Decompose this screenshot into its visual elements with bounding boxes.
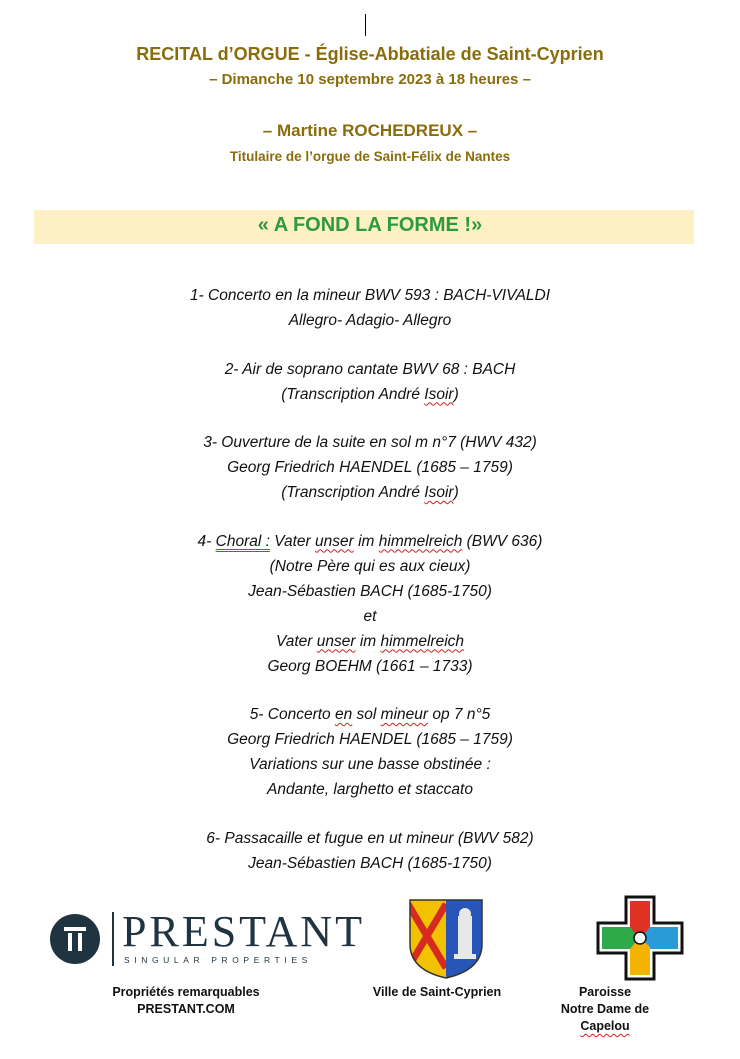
program-line: 2- Air de soprano cantate BWV 68 : BACH bbox=[224, 360, 516, 378]
prestant-logo bbox=[46, 907, 365, 968]
program-line: (Notre Père qui es aux cieux) bbox=[269, 557, 471, 575]
paroisse-caption bbox=[535, 984, 675, 1035]
text-run: Vater bbox=[269, 532, 316, 550]
program-line: 3- Ouverture de la suite en sol m n°7 (HWV 432) bbox=[203, 434, 537, 451]
recital-date: – Dimanche 10 septembre 2023 à 18 heures – bbox=[209, 71, 531, 88]
text-run: op 7 n°5 bbox=[428, 706, 491, 723]
text-cursor bbox=[365, 14, 366, 36]
caption-line: Paroisse bbox=[578, 985, 632, 999]
caption-line: PRESTANT.COM bbox=[137, 1002, 235, 1016]
performer-name: – Martine ROCHEDREUX – bbox=[262, 121, 478, 140]
text-run: sol bbox=[352, 706, 381, 723]
program-item-4 bbox=[0, 529, 740, 679]
spellcheck-word: unser bbox=[316, 632, 356, 650]
spellcheck-word: Isoir bbox=[424, 484, 454, 501]
program-theme-title: « A FOND LA FORME !» bbox=[257, 214, 483, 236]
performer-title: Titulaire de l’orgue de Saint-Félix de Nantes bbox=[229, 149, 511, 164]
program-item-3 bbox=[0, 430, 740, 505]
text-run: (Transcription André bbox=[281, 385, 425, 403]
program-line: Andante, larghetto et staccato bbox=[267, 781, 473, 798]
text-run: Vater bbox=[275, 632, 317, 650]
paroisse-cross-icon bbox=[596, 895, 684, 981]
text-run: Notre Dame de bbox=[560, 1002, 650, 1016]
text-run: ) bbox=[453, 385, 459, 403]
text-run: 4- bbox=[197, 532, 216, 550]
saint-cyprien-crest-icon bbox=[408, 898, 484, 980]
prestant-divider bbox=[112, 912, 114, 966]
program-item-5 bbox=[0, 702, 740, 802]
prestant-emblem-icon bbox=[50, 914, 100, 964]
text-run: (BWV 636) bbox=[462, 532, 543, 550]
program-item-6 bbox=[0, 826, 740, 876]
prestant-tagline: SINGULAR PROPERTIES bbox=[124, 955, 312, 965]
ville-caption: Ville de Saint-Cyprien bbox=[372, 985, 502, 999]
spellcheck-word: Isoir bbox=[424, 385, 454, 403]
program-line: Jean-Sébastien BACH (1685-1750) bbox=[248, 582, 492, 600]
caption-line bbox=[535, 1001, 675, 1035]
program-item-2 bbox=[0, 357, 740, 407]
text-run: ) bbox=[453, 484, 459, 501]
program-line: et bbox=[363, 607, 377, 625]
text-run: 5- Concerto bbox=[249, 706, 335, 723]
program-line bbox=[0, 629, 740, 654]
spellcheck-word: Capelou bbox=[580, 1019, 630, 1033]
program-line bbox=[0, 529, 740, 554]
spellcheck-word: himmelreich bbox=[378, 532, 463, 550]
prestant-wordmark: PRESTANT bbox=[122, 907, 365, 956]
prestant-caption bbox=[96, 984, 276, 1018]
grammar-flagged-word: Choral : bbox=[215, 532, 270, 550]
text-run: im bbox=[355, 632, 381, 650]
spellcheck-word: himmelreich bbox=[380, 632, 465, 650]
spellcheck-word: unser bbox=[315, 532, 354, 550]
caption-line: Propriétés remarquables bbox=[112, 985, 260, 999]
program-line bbox=[0, 480, 740, 505]
program-line: Variations sur une basse obstinée : bbox=[249, 756, 491, 773]
program-line: Jean-Sébastien BACH (1685-1750) bbox=[248, 854, 492, 872]
program-item-1 bbox=[0, 283, 740, 333]
text-run: im bbox=[353, 532, 379, 550]
program-line: Allegro- Adagio- Allegro bbox=[288, 312, 452, 329]
program-line: 6- Passacaille et fugue en ut mineur (BWV 582) bbox=[206, 829, 534, 847]
program-line: Georg BOEHM (1661 – 1733) bbox=[267, 657, 473, 675]
spellcheck-word: en bbox=[334, 706, 353, 723]
program-line bbox=[0, 702, 740, 727]
program-line: Georg Friedrich HAENDEL (1685 – 1759) bbox=[227, 731, 513, 748]
program-list bbox=[0, 283, 740, 876]
spellcheck-word: mineur bbox=[380, 706, 429, 723]
program-line bbox=[0, 382, 740, 407]
program-line: Georg Friedrich HAENDEL (1685 – 1759) bbox=[227, 459, 513, 476]
recital-title: RECITAL d’ORGUE - Église-Abbatiale de Saint-Cyprien bbox=[136, 44, 604, 64]
program-line: 1- Concerto en la mineur BWV 593 : BACH-VIVALDI bbox=[189, 287, 551, 304]
text-run: (Transcription André bbox=[281, 484, 425, 501]
